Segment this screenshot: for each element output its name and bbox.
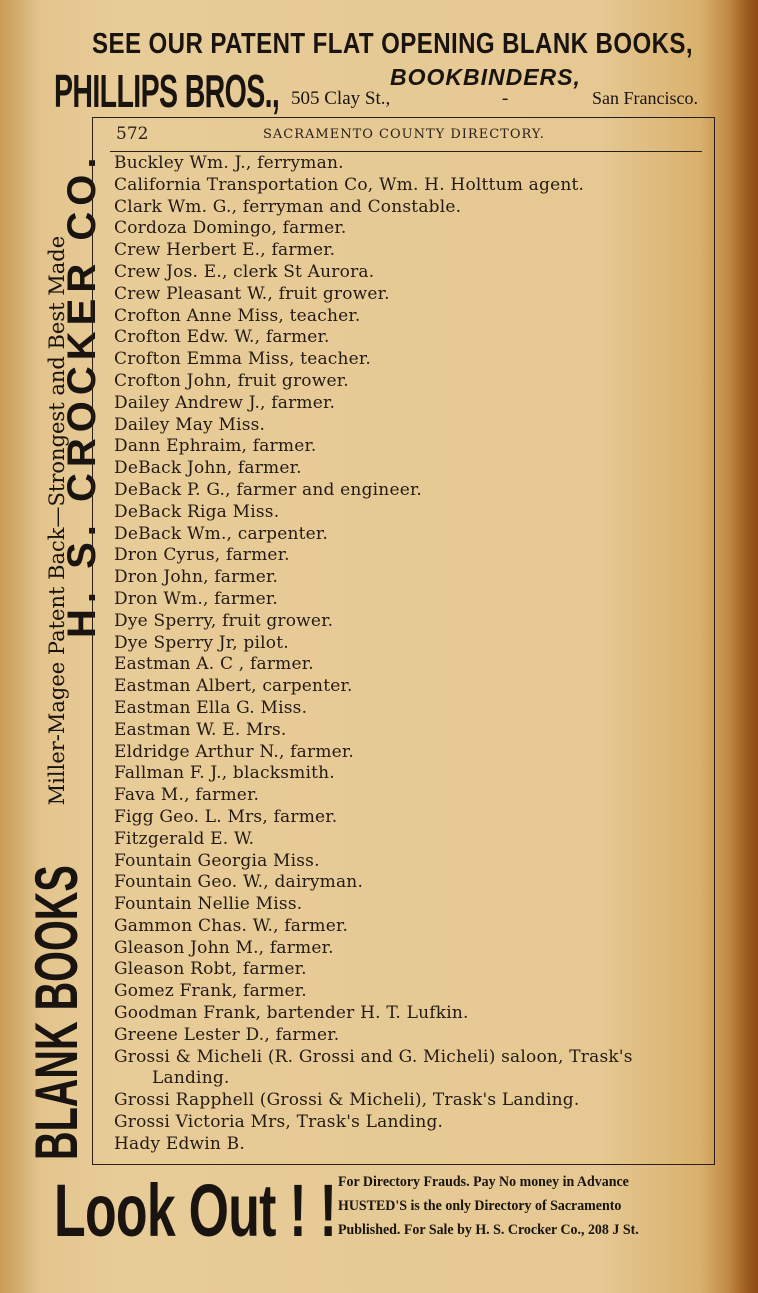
- bottom-ad-line: Published. For Sale by H. S. Crocker Co., 208 J St.: [338, 1222, 639, 1238]
- bottom-ad-line: HUSTED'S is the only Directory of Sacramento: [338, 1198, 622, 1214]
- directory-entry: Crofton John, fruit grower.: [114, 370, 349, 391]
- directory-entry: Figg Geo. L. Mrs, farmer.: [114, 806, 338, 827]
- directory-entry: Eastman W. E. Mrs.: [114, 719, 287, 740]
- directory-entry: Dron Wm., farmer.: [114, 588, 278, 609]
- directory-entry: Dye Sperry Jr, pilot.: [114, 632, 289, 653]
- directory-entry: Gomez Frank, farmer.: [114, 981, 307, 1002]
- directory-entry: Crew Jos. E., clerk St Aurora.: [114, 261, 375, 282]
- header-divider: [110, 151, 702, 152]
- directory-entry: Buckley Wm. J., ferryman.: [114, 153, 344, 173]
- directory-entry: Fountain Georgia Miss.: [114, 850, 320, 871]
- page-title: SACRAMENTO COUNTY DIRECTORY.: [263, 127, 545, 142]
- directory-entry: Fountain Geo. W., dairyman.: [114, 872, 364, 893]
- directory-entry: Clark Wm. G., ferryman and Constable.: [114, 196, 462, 217]
- top-ad-city: San Francisco.: [592, 88, 698, 108]
- left-ad-crocker: H. S. CROCKER CO.: [60, 151, 104, 638]
- top-ad-brand: PHILLIPS BROS.,: [54, 65, 280, 117]
- directory-entry: Dye Sperry, fruit grower.: [114, 610, 334, 631]
- directory-entry: Eastman Ella G. Miss.: [114, 697, 308, 718]
- directory-entry: DeBack Riga Miss.: [114, 501, 280, 522]
- directory-entry: Goodman Frank, bartender H. T. Lufkin.: [114, 1003, 469, 1024]
- directory-entry: Dron John, farmer.: [114, 567, 279, 588]
- top-ad-trade: BOOKBINDERS,: [390, 64, 581, 90]
- directory-entry: Dailey Andrew J., farmer.: [114, 392, 336, 413]
- directory-entry: Eastman Albert, carpenter.: [114, 676, 353, 697]
- left-ad-blank-books: BLANK BOOKS: [23, 865, 90, 1160]
- directory-entry: Crew Herbert E., farmer.: [114, 240, 336, 261]
- directory-entry: Hady Edwin B.: [114, 1133, 245, 1154]
- top-ad-dash: -: [502, 88, 509, 109]
- directory-entries: [114, 153, 714, 1156]
- directory-entry: Gleason Robt, farmer.: [114, 959, 307, 980]
- bottom-ad-line: For Directory Frauds. Pay No money in Advance: [338, 1174, 629, 1190]
- directory-entry: Dailey May Miss.: [114, 414, 266, 435]
- top-ad-headline: SEE OUR PATENT FLAT OPENING BLANK BOOKS,: [92, 28, 693, 60]
- directory-entry: Gammon Chas. W., farmer.: [114, 915, 349, 936]
- directory-entry: Dron Cyrus, farmer.: [114, 545, 290, 566]
- directory-entry-continuation: Landing.: [152, 1068, 230, 1089]
- directory-entry: DeBack Wm., carpenter.: [114, 523, 328, 544]
- bottom-ad-notice: [338, 1170, 738, 1242]
- directory-entry: Crofton Emma Miss, teacher.: [114, 349, 371, 370]
- bottom-ad-look-out: Look Out ! !: [54, 1169, 337, 1252]
- left-ad-tagline: Miller-Magee Patent Back—Strongest and Best Made: [44, 235, 69, 806]
- directory-entry: Grossi Victoria Mrs, Trask's Landing.: [114, 1112, 444, 1133]
- directory-entry: Fallman F. J., blacksmith.: [114, 763, 335, 784]
- directory-entry: DeBack John, farmer.: [114, 458, 302, 479]
- directory-entry: Crew Pleasant W., fruit grower.: [114, 283, 390, 304]
- directory-entry: Fountain Nellie Miss.: [114, 894, 303, 915]
- directory-entry: DeBack P. G., farmer and engineer.: [114, 479, 423, 500]
- directory-entry: Crofton Anne Miss, teacher.: [114, 305, 361, 326]
- directory-entry: Eldridge Arthur N., farmer.: [114, 741, 354, 762]
- directory-entry: Cordoza Domingo, farmer.: [114, 218, 347, 239]
- directory-entry: Gleason John M., farmer.: [114, 937, 334, 958]
- directory-entry: California Transportation Co, Wm. H. Holttum agent.: [114, 174, 585, 195]
- directory-entry: Grossi & Micheli (R. Grossi and G. Micheli) saloon, Trask's: [114, 1046, 633, 1067]
- page-edge-shadow: [728, 0, 758, 1293]
- directory-entry: Greene Lester D., farmer.: [114, 1024, 340, 1045]
- directory-entry: Eastman A. C , farmer.: [114, 654, 314, 675]
- directory-entry: Crofton Edw. W., farmer.: [114, 327, 330, 348]
- top-ad-address: 505 Clay St.,: [291, 88, 391, 109]
- directory-entry: Fitzgerald E. W.: [114, 828, 255, 849]
- directory-entry: Grossi Rapphell (Grossi & Micheli), Trask's Landing.: [114, 1090, 580, 1111]
- page-number: 572: [116, 124, 149, 144]
- directory-entry: Dann Ephraim, farmer.: [114, 436, 317, 457]
- directory-entry: Fava M., farmer.: [114, 785, 260, 806]
